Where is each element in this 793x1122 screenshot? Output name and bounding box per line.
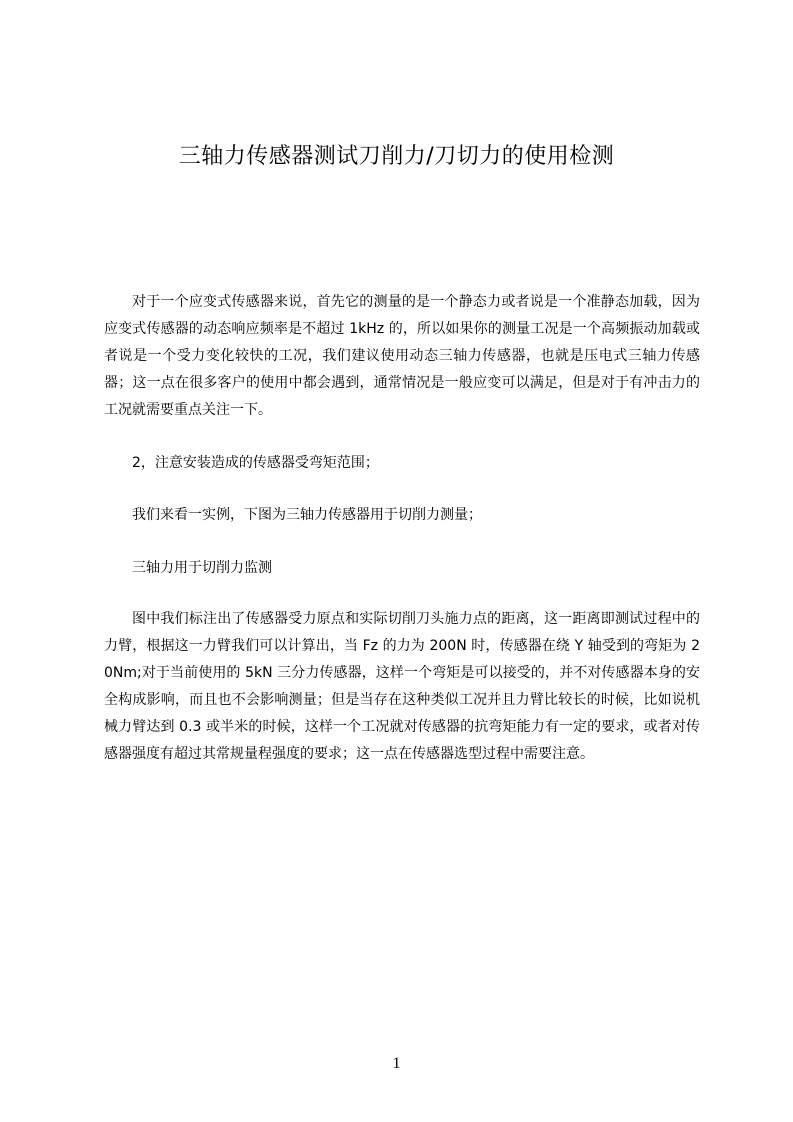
paragraph-example-intro: 我们来看一实例，下图为三轴力传感器用于切削力测量； [132, 507, 482, 523]
paragraph-moment-arm-analysis: 图中我们标注出了传感器受力原点和实际切削刀头施力点的距离，这一距离即测试过程中的力臂，根据这一力臂我们可以计算出，当 Fz 的力为 200N 时，传感器在绕 Y 轴受到的弯矩为 20Nm;对于当前使用的 5kN 三分力传感器，这样一个弯矩是可以接受的，并不对传感器本身的安全构成影响，而且也不会影响测量；但是当存在这种类似工况并且力臂比较长的时候，比如说机械力臂达到 0.3 或半米的时候，这样一个工况就对传感器的抗弯矩能力有一定的要求，或者对传感器强度有超过其常规量程强度的要求；这一点在传感器选型过程中需要注意。 [104, 611, 700, 762]
document-title: 三轴力传感器测试刀削力/刀切力的使用检测 [178, 144, 615, 169]
paragraph-bending-moment-heading: 2，注意安装造成的传感器受弯矩范围； [132, 455, 379, 471]
page-number: 1 [392, 1055, 401, 1072]
paragraph-dynamic-response: 对于一个应变式传感器来说，首先它的测量的是一个静态力或者说是一个准静态加载，因为应变式传感器的动态响应频率是不超过 1kHz 的，所以如果你的测量工况是一个高频振动加载或者说是一个受力变化较快的工况，我们建议使用动态三轴力传感器，也就是压电式三轴力传感器；这一点在很多客户的使用中都会遇到，通常情况是一般应变可以满足，但是对于有冲击力的工况就需要重点关注一下。 [104, 294, 700, 418]
paragraph-figure-caption: 三轴力用于切削力监测 [132, 560, 272, 576]
